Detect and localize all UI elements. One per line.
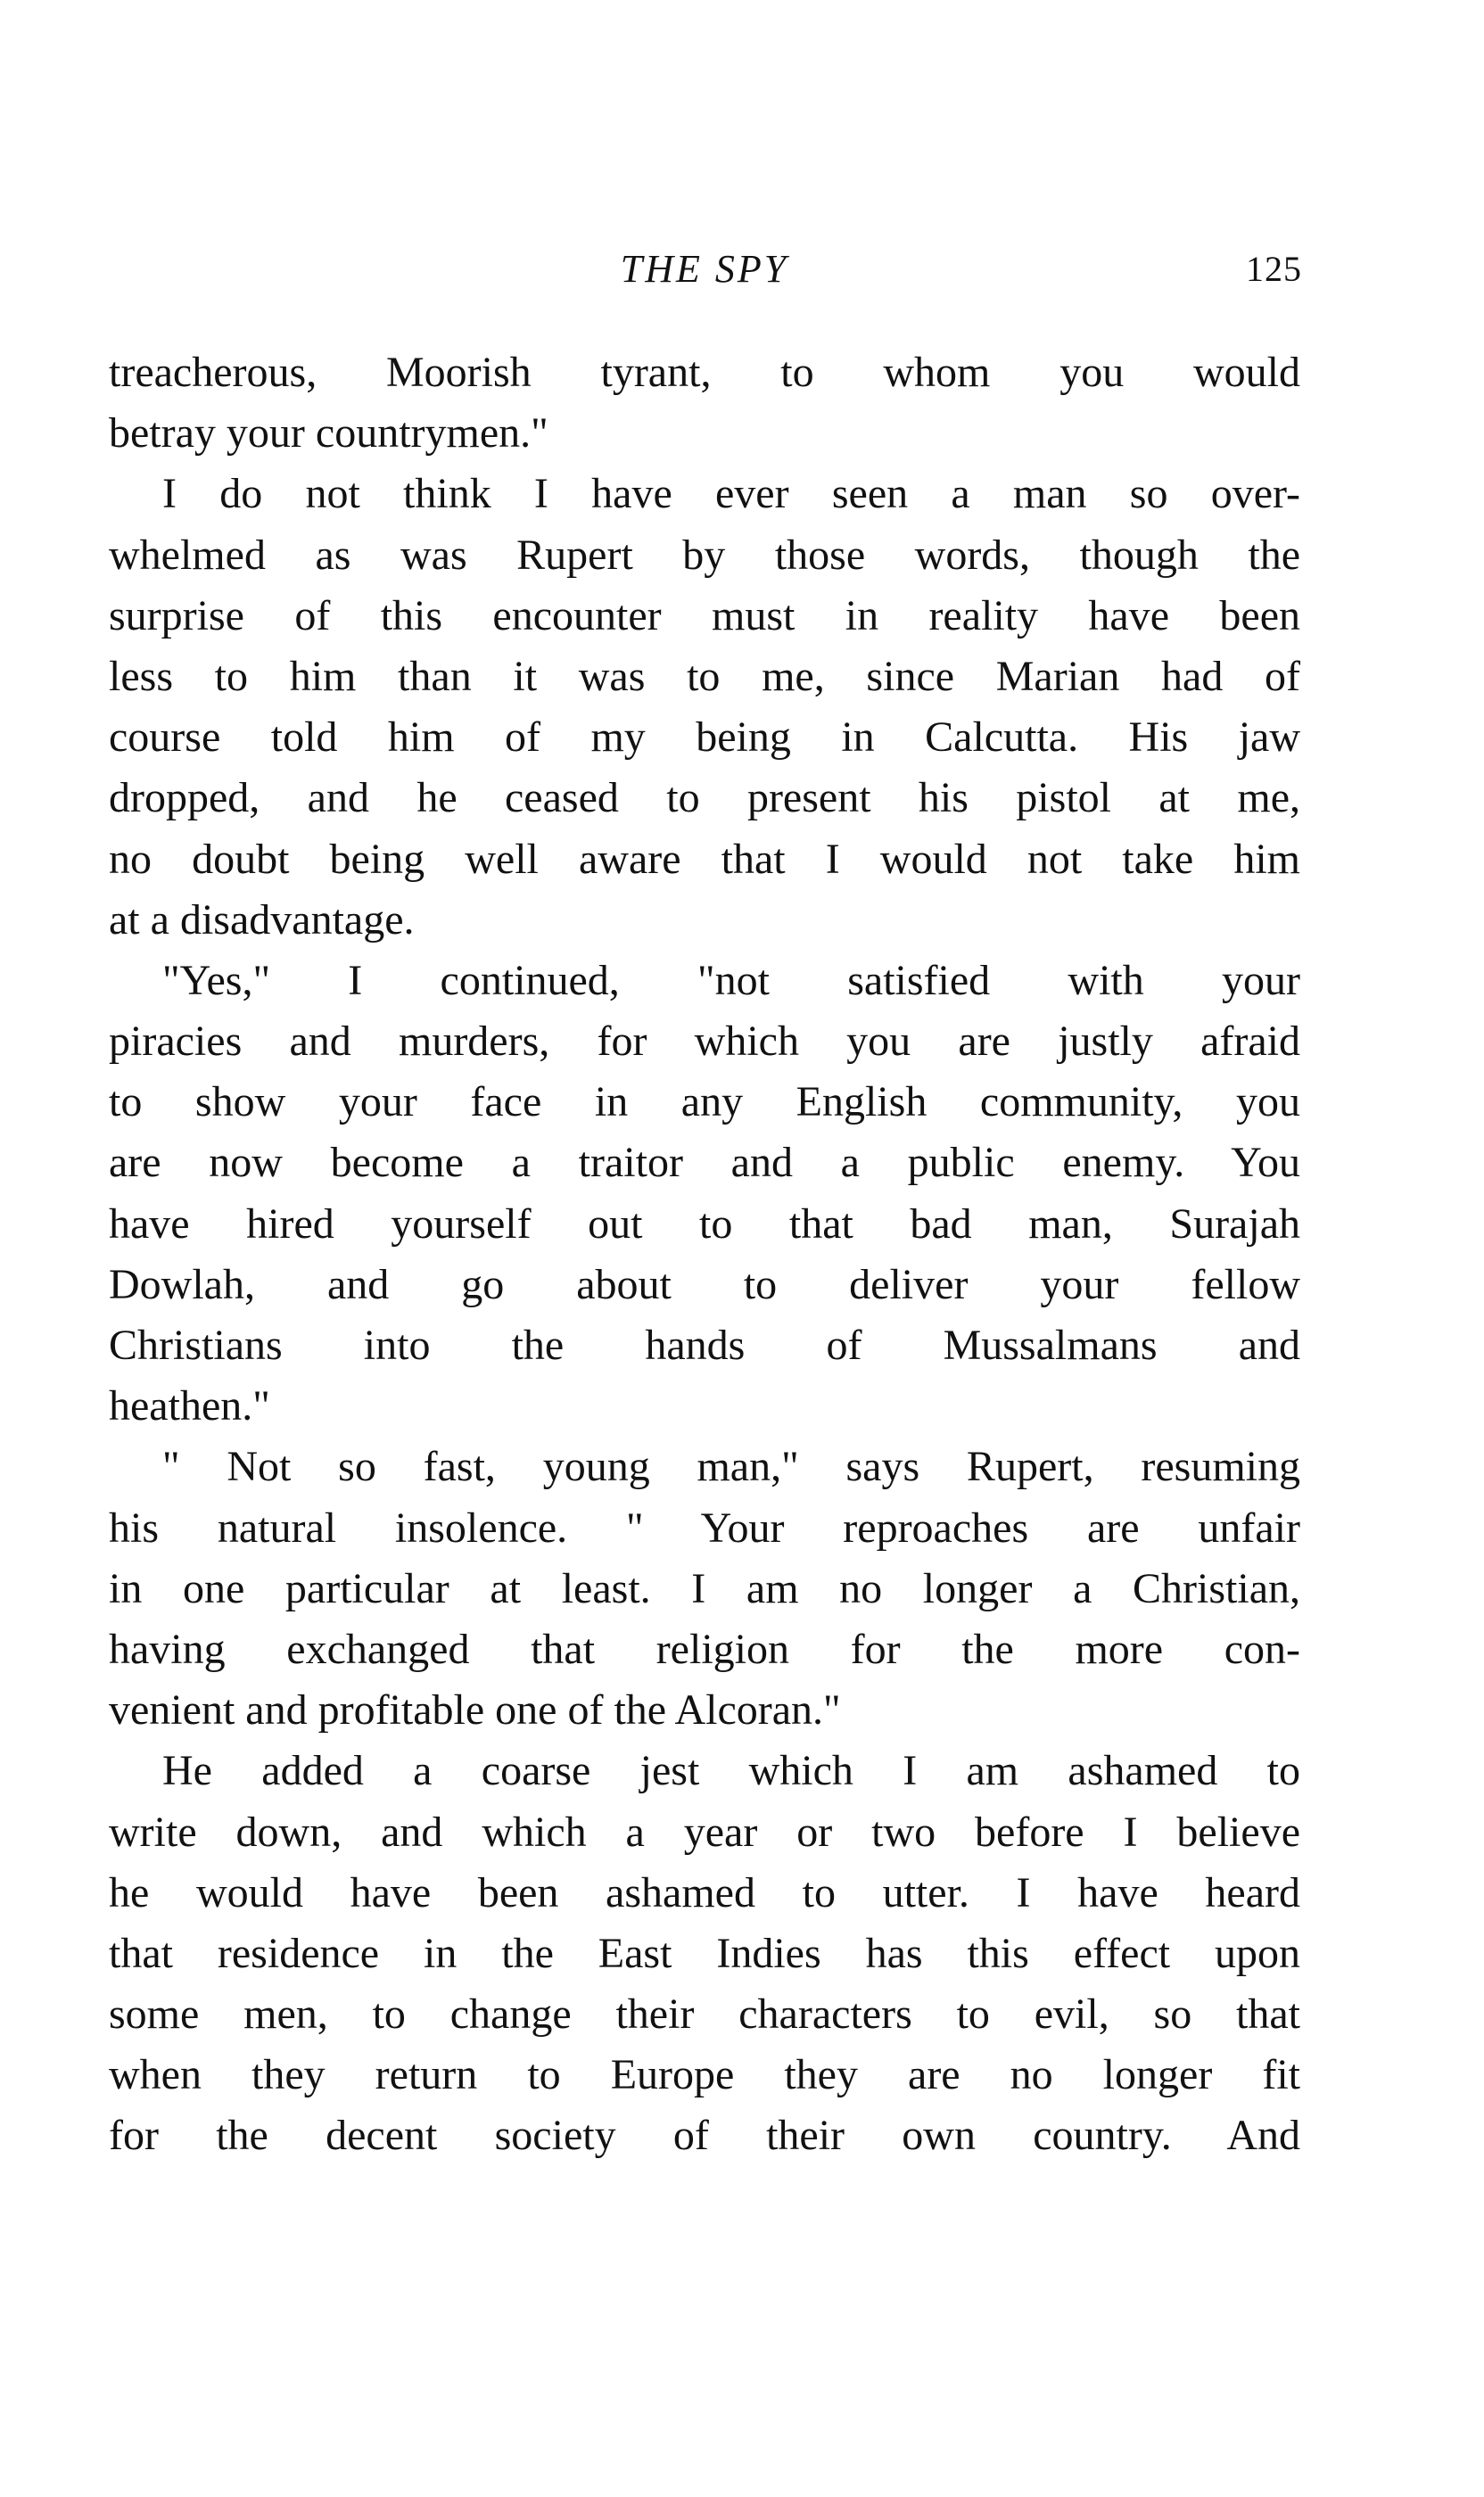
text-line: some men, to change their characters to evil, so that xyxy=(109,1990,1300,2039)
text-line: no doubt being well aware that I would not take him xyxy=(109,835,1300,883)
text-line: He added a coarse jest which I am ashamed to xyxy=(162,1747,1300,1795)
text-line: " Not so fast, young man," says Rupert, resuming xyxy=(162,1443,1300,1491)
text-line: dropped, and he ceased to present his pistol at me, xyxy=(109,774,1300,822)
text-line: less to him than it was to me, since Marian had of xyxy=(109,652,1300,700)
text-line: write down, and which a year or two before I believe xyxy=(109,1808,1300,1856)
running-head xyxy=(107,243,1302,296)
text-line: having exchanged that religion for the more con- xyxy=(109,1625,1300,1673)
text-line: I do not think I have ever seen a man so over- xyxy=(162,470,1300,518)
text-line: venient and profitable one of the Alcoran." xyxy=(109,1686,841,1735)
text-line: surprise of this encounter must in reality have been xyxy=(109,591,1300,639)
text-line: heathen." xyxy=(109,1382,270,1430)
text-line: Christians into the hands of Mussalmans and xyxy=(109,1322,1300,1369)
text-line: are now become a traitor and a public enemy. You xyxy=(109,1139,1300,1187)
page-number: 125 xyxy=(1246,249,1302,289)
text-line: whelmed as was Rupert by those words, though the xyxy=(109,531,1300,579)
body-text xyxy=(109,342,1300,2167)
text-line: have hired yourself out to that bad man, Surajah xyxy=(109,1199,1300,1248)
text-line: that residence in the East Indies has this effect upon xyxy=(109,1929,1300,1977)
running-title: THE SPY xyxy=(620,247,789,291)
text-line: betray your countrymen." xyxy=(109,409,548,457)
text-line: his natural insolence. " Your reproaches are unfair xyxy=(109,1504,1300,1552)
text-line: at a disadvantage. xyxy=(109,895,415,944)
text-line: to show your face in any English community, you xyxy=(109,1078,1300,1126)
text-line: when they return to Europe they are no longer fit xyxy=(109,2051,1300,2099)
text-line: "Yes," I continued, "not satisfied with your xyxy=(162,956,1300,1004)
text-line: he would have been ashamed to utter. I have heard xyxy=(109,1868,1300,1916)
text-line: course told him of my being in Calcutta. His jaw xyxy=(109,713,1300,762)
text-line: Dowlah, and go about to deliver your fellow xyxy=(109,1260,1300,1308)
text-line: treacherous, Moorish tyrant, to whom you would xyxy=(109,349,1300,396)
text-line: for the decent society of their own country. And xyxy=(109,2112,1300,2160)
text-line: piracies and murders, for which you are justly afraid xyxy=(109,1018,1300,1066)
text-line: in one particular at least. I am no longer a Christian, xyxy=(109,1564,1300,1612)
